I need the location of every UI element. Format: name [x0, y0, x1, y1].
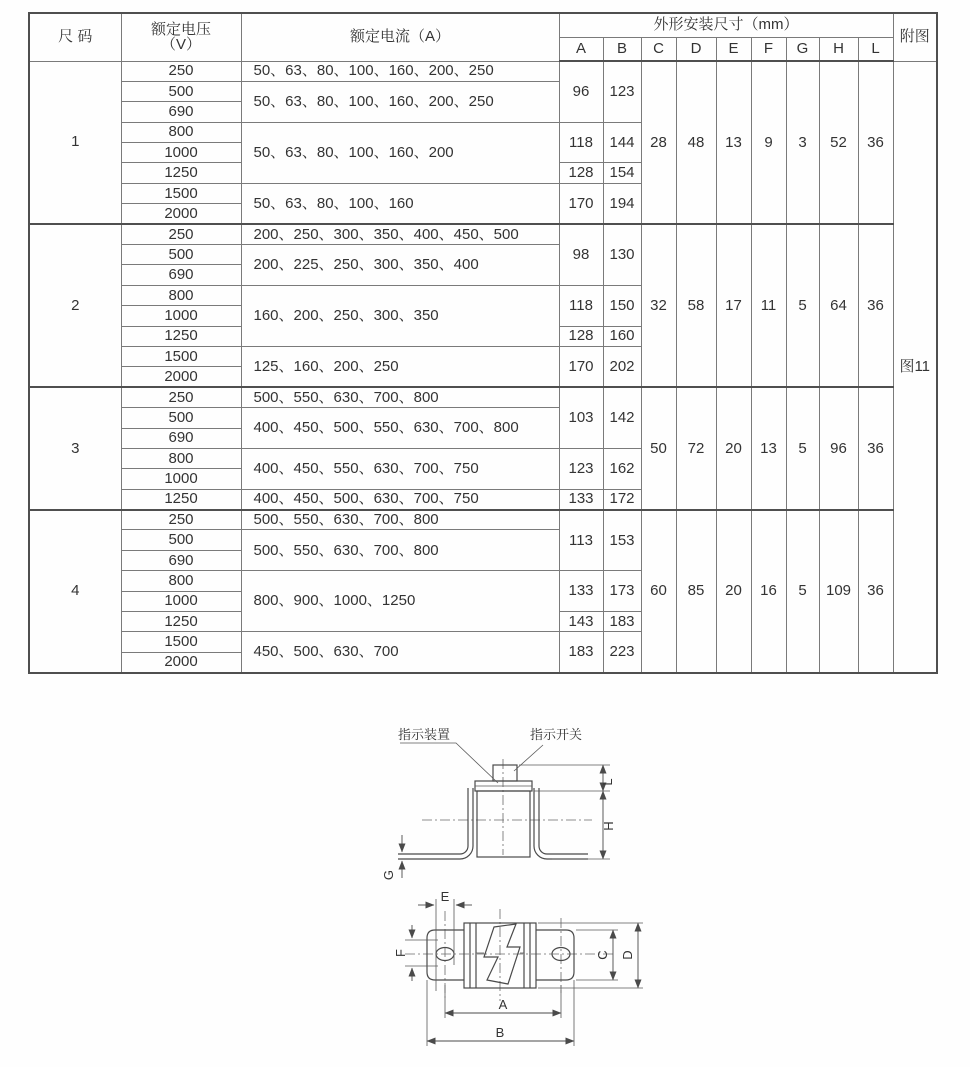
dim-b-cell: 173: [603, 571, 641, 612]
header-letter-f: F: [751, 37, 786, 61]
dim-f-cell: 16: [751, 510, 786, 673]
dim-e-cell: 13: [716, 61, 751, 224]
dim-label-h: H: [601, 821, 616, 831]
dim-label-g: G: [381, 869, 396, 881]
header-letter-l: L: [858, 37, 893, 61]
dim-b-cell: 202: [603, 346, 641, 387]
dim-c-cell: 60: [641, 510, 676, 673]
right-terminal-tab: [536, 930, 574, 980]
dim-b-cell: 162: [603, 448, 641, 489]
indicator-device-label: 指示装置: [398, 727, 451, 742]
dim-a-cell: 128: [559, 326, 603, 346]
voltage-cell: 500: [121, 530, 241, 550]
table-row: [29, 510, 937, 530]
current-cell: 500、550、630、700、800: [241, 530, 559, 571]
indicator-switch-label: 指示开关: [530, 727, 583, 742]
voltage-cell: 1500: [121, 346, 241, 366]
voltage-cell: 500: [121, 245, 241, 265]
header-current: 额定电流（A）: [241, 13, 559, 61]
size-cell: 3: [29, 387, 121, 509]
indicator-switch-knob: [493, 765, 517, 781]
header-figure: 附图: [893, 13, 937, 61]
dim-h-cell: 96: [819, 387, 858, 509]
dim-a-cell: 123: [559, 448, 603, 489]
voltage-cell: 800: [121, 571, 241, 591]
voltage-cell: 1000: [121, 306, 241, 326]
current-cell: 400、450、550、630、700、750: [241, 448, 559, 489]
voltage-cell: 500: [121, 408, 241, 428]
dim-e-cell: 17: [716, 224, 751, 387]
spec-table: [28, 12, 938, 674]
voltage-cell: 250: [121, 61, 241, 81]
top-view: [393, 889, 643, 1046]
dim-b-cell: 153: [603, 510, 641, 571]
dim-g-cell: 5: [786, 224, 819, 387]
voltage-cell: 800: [121, 448, 241, 468]
figure-ref-cell: 图11: [893, 61, 937, 673]
header-letter-b: B: [603, 37, 641, 61]
side-view: [381, 727, 616, 880]
current-cell: 500、550、630、700、800: [241, 387, 559, 407]
voltage-cell: 250: [121, 224, 241, 244]
right-bracket-inner: [539, 788, 588, 854]
voltage-cell: 1250: [121, 489, 241, 509]
voltage-cell: 1000: [121, 143, 241, 163]
dim-a-cell: 133: [559, 489, 603, 509]
voltage-cell: 2000: [121, 652, 241, 672]
current-cell: 500、550、630、700、800: [241, 510, 559, 530]
table-row: [29, 387, 937, 407]
voltage-cell: 2000: [121, 204, 241, 224]
header-letter-h: H: [819, 37, 858, 61]
voltage-cell: 1500: [121, 183, 241, 203]
voltage-cell: 1250: [121, 163, 241, 183]
dim-c-cell: 32: [641, 224, 676, 387]
dim-a-cell: 170: [559, 183, 603, 224]
header-letter-d: D: [676, 37, 716, 61]
dim-a-cell: 128: [559, 163, 603, 183]
dim-b-cell: 142: [603, 387, 641, 448]
dim-d-cell: 58: [676, 224, 716, 387]
dim-a-cell: 96: [559, 61, 603, 122]
dim-l-cell: 36: [858, 61, 893, 224]
dim-g-cell: 5: [786, 510, 819, 673]
header-letter-g: G: [786, 37, 819, 61]
current-cell: 50、63、80、100、160、200、250: [241, 61, 559, 81]
dim-l-cell: 36: [858, 224, 893, 387]
dim-b-cell: 194: [603, 183, 641, 224]
table-row: [29, 224, 937, 244]
current-cell: 50、63、80、100、160、200: [241, 122, 559, 183]
dim-label-b: B: [495, 1025, 505, 1040]
voltage-cell: 1000: [121, 591, 241, 611]
dim-b-cell: 144: [603, 122, 641, 163]
dim-a-cell: 183: [559, 632, 603, 673]
header-letter-a: A: [559, 37, 603, 61]
voltage-cell: 2000: [121, 367, 241, 387]
voltage-cell: 800: [121, 122, 241, 142]
dim-e-cell: 20: [716, 387, 751, 509]
size-cell: 1: [29, 61, 121, 224]
dim-h-cell: 64: [819, 224, 858, 387]
voltage-cell: 1000: [121, 469, 241, 489]
dim-label-f: F: [393, 949, 408, 957]
dim-g-cell: 5: [786, 387, 819, 509]
voltage-cell: 1500: [121, 632, 241, 652]
size-cell: 4: [29, 510, 121, 673]
voltage-cell: 250: [121, 510, 241, 530]
table-header-row-1: [29, 13, 937, 37]
header-voltage-line1: 额定电压: [150, 20, 211, 38]
dim-b-cell: 154: [603, 163, 641, 183]
dim-a-cell: 98: [559, 224, 603, 285]
dim-b-cell: 223: [603, 632, 641, 673]
voltage-cell: 800: [121, 285, 241, 305]
dim-b-cell: 172: [603, 489, 641, 509]
current-cell: 400、450、500、550、630、700、800: [241, 408, 559, 449]
left-bracket-outer: [398, 788, 473, 859]
current-cell: 400、450、500、630、700、750: [241, 489, 559, 509]
header-voltage-line2: （V）: [160, 36, 201, 54]
dim-b-cell: 183: [603, 612, 641, 632]
voltage-cell: 690: [121, 428, 241, 448]
dim-b-cell: 123: [603, 61, 641, 122]
dim-b-cell: 160: [603, 326, 641, 346]
dim-a-cell: 118: [559, 122, 603, 163]
dim-label-e: E: [440, 889, 450, 904]
current-cell: 450、500、630、700: [241, 632, 559, 673]
dim-b-cell: 130: [603, 224, 641, 285]
dim-d-cell: 48: [676, 61, 716, 224]
dim-h-cell: 109: [819, 510, 858, 673]
voltage-cell: 250: [121, 387, 241, 407]
header-size: 尺 码: [29, 13, 121, 61]
dim-a-cell: 113: [559, 510, 603, 571]
dim-d-cell: 85: [676, 510, 716, 673]
current-cell: 50、63、80、100、160: [241, 183, 559, 224]
current-cell: 200、225、250、300、350、400: [241, 245, 559, 286]
header-dimensions: 外形安装尺寸（mm）: [559, 13, 893, 37]
dim-l-cell: 36: [858, 510, 893, 673]
dim-label-d: D: [620, 950, 635, 960]
dim-f-cell: 11: [751, 224, 786, 387]
header-letter-c: C: [641, 37, 676, 61]
left-terminal-tab: [427, 930, 464, 980]
voltage-cell: 690: [121, 265, 241, 285]
current-cell: 200、250、300、350、400、450、500: [241, 224, 559, 244]
dim-h-cell: 52: [819, 61, 858, 224]
dim-a-cell: 103: [559, 387, 603, 448]
current-cell: 50、63、80、100、160、200、250: [241, 81, 559, 122]
indicator-device-leader: [400, 743, 498, 783]
size-cell: 2: [29, 224, 121, 387]
dim-f-cell: 9: [751, 61, 786, 224]
voltage-cell: 690: [121, 102, 241, 122]
dim-d-cell: 72: [676, 387, 716, 509]
fuse-technical-drawing: [360, 713, 670, 1065]
left-bracket-inner: [398, 788, 468, 854]
dim-label-a: A: [498, 997, 508, 1012]
current-cell: 160、200、250、300、350: [241, 285, 559, 346]
table-row: [29, 61, 937, 81]
voltage-cell: 1250: [121, 612, 241, 632]
dim-a-cell: 118: [559, 285, 603, 326]
dim-c-cell: 28: [641, 61, 676, 224]
right-bracket-outer: [534, 788, 588, 859]
current-cell: 125、160、200、250: [241, 346, 559, 387]
header-letter-e: E: [716, 37, 751, 61]
header-voltage: [121, 13, 241, 61]
dim-a-cell: 133: [559, 571, 603, 612]
dim-c-cell: 50: [641, 387, 676, 509]
indicator-switch-leader: [514, 745, 543, 771]
dim-label-c: C: [595, 950, 610, 960]
current-cell: 800、900、1000、1250: [241, 571, 559, 632]
dim-e-cell: 20: [716, 510, 751, 673]
dim-g-cell: 3: [786, 61, 819, 224]
voltage-cell: 690: [121, 550, 241, 570]
dim-l-cell: 36: [858, 387, 893, 509]
dim-a-cell: 170: [559, 346, 603, 387]
dim-b-cell: 150: [603, 285, 641, 326]
voltage-cell: 1250: [121, 326, 241, 346]
dim-label-l: L: [600, 778, 615, 786]
dim-a-cell: 143: [559, 612, 603, 632]
dim-f-cell: 13: [751, 387, 786, 509]
voltage-cell: 500: [121, 81, 241, 101]
fuse-body-side: [477, 791, 530, 857]
